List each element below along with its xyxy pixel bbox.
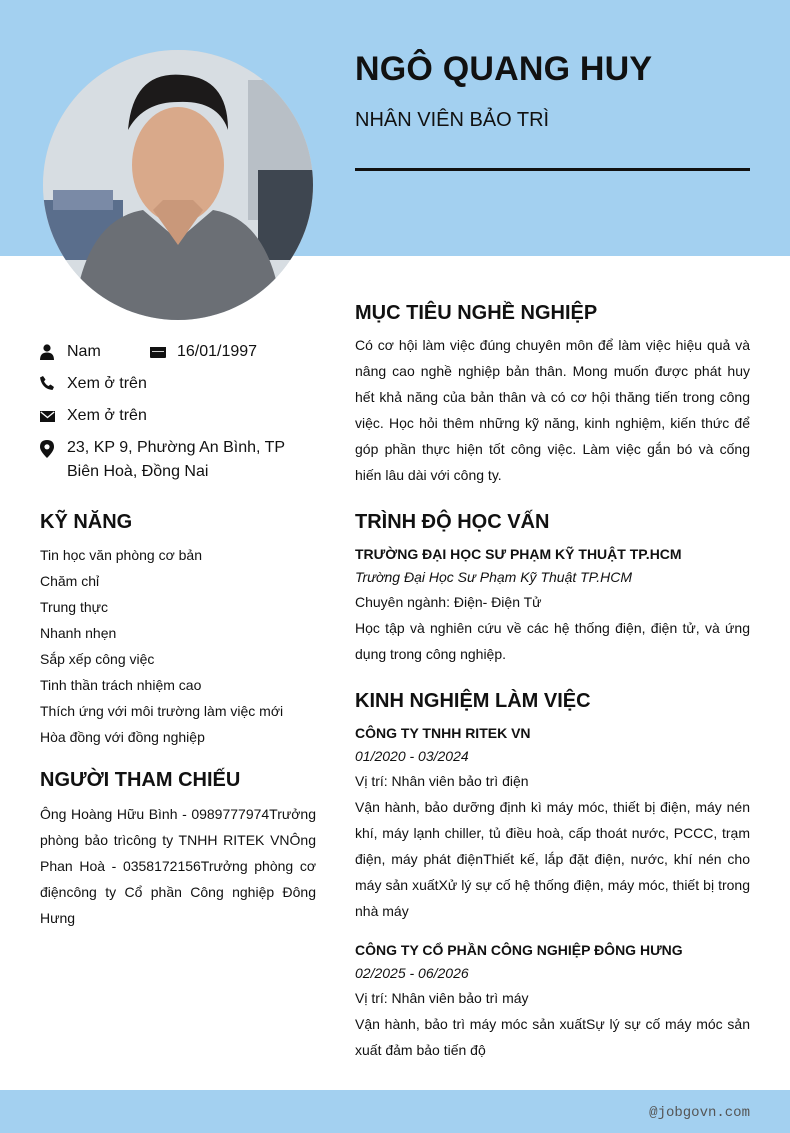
skill-item: Thích ứng với môi trường làm việc mới — [40, 703, 284, 719]
school-name-upper: TRƯỜNG ĐẠI HỌC SƯ PHẠM KỸ THUẬT TP.HCM — [355, 546, 682, 562]
profile-photo — [43, 50, 313, 320]
school-name: Trường Đại Học Sư Phạm Kỹ Thuật TP.HCM — [355, 569, 632, 585]
skill-item: Hòa đồng với đồng nghiệp — [40, 729, 205, 745]
skill-item: Tinh thần trách nhiệm cao — [40, 677, 202, 693]
experience-period: 01/2020 - 03/2024 — [355, 748, 469, 764]
experience-description: Vận hành, bảo dưỡng định kì máy móc, thiết bị điện, máy nén khí, máy lạnh chiller, tủ điều hoà, cấp thoát nước, PCCC, trạm điện, máy phát điệnThiết kế, lắp đặt điện, nước, khí nén cho máy sản xuấtXử lý sự cố hệ thống điện, máy móc, thiết bị trong nhà máy — [355, 799, 750, 919]
references-heading: NGƯỜI THAM CHIẾU — [40, 769, 241, 791]
address-value: 23, KP 9, Phường An Bình, TP Biên Hoà, Đồng Nai — [67, 439, 285, 480]
skill-item: Tin học văn phòng cơ bản — [40, 547, 202, 563]
address-row — [40, 436, 316, 486]
calendar-icon — [150, 344, 164, 360]
candidate-name: NGÔ QUANG HUY — [355, 50, 653, 88]
experience-heading: KINH NGHIỆM LÀM VIỆC — [355, 690, 591, 712]
experience-position: Vị trí: Nhân viên bảo trì điện — [355, 773, 529, 789]
email-value: Xem ở trên — [67, 407, 147, 424]
footer-watermark: @jobgovn.com — [649, 1105, 750, 1121]
references-text: Ông Hoàng Hữu Bình - 0989777974Trưởng phòng bảo trìcông ty TNHH RITEK VNÔng Phan Hoà - 0358172156Trưởng phòng cơ điệncông ty Cổ phần Công nghiệp Đông Hưng — [40, 806, 316, 926]
location-pin-icon — [40, 440, 54, 456]
phone-icon — [40, 376, 54, 392]
birthdate-row — [150, 340, 290, 364]
title-divider — [355, 168, 750, 171]
experience-position: Vị trí: Nhân viên bảo trì máy — [355, 990, 529, 1006]
skills-heading: KỸ NĂNG — [40, 511, 133, 533]
experience-period: 02/2025 - 06/2026 — [355, 965, 469, 981]
person-icon — [40, 344, 54, 360]
birthdate-value: 16/01/1997 — [177, 343, 258, 360]
envelope-icon — [40, 408, 54, 424]
objective-text: Có cơ hội làm việc đúng chuyên môn để làm việc hiệu quả và nâng cao nghề nghiệp bản thân. Mong muốn được phát huy hết khả năng của bản thân và có cơ hội thăng tiến trong công việc. Học hỏi thêm những kỹ năng, kinh nghiệm, kiến thức để góp phần thực hiện tốt công việc. Làm việc gắn bó và cống hiến lâu dài với công ty. — [355, 337, 750, 483]
skill-item: Sắp xếp công việc — [40, 651, 155, 667]
email-row — [40, 404, 316, 428]
skill-item: Chăm chỉ — [40, 573, 100, 589]
experience-company: CÔNG TY TNHH RITEK VN — [355, 725, 531, 741]
phone-value: Xem ở trên — [67, 375, 147, 392]
objective-heading: MỤC TIÊU NGHỀ NGHIỆP — [355, 302, 598, 324]
job-title: NHÂN VIÊN BẢO TRÌ — [355, 109, 550, 131]
education-heading: TRÌNH ĐỘ HỌC VẤN — [355, 511, 550, 533]
gender-value: Nam — [67, 343, 101, 360]
skill-item: Nhanh nhẹn — [40, 625, 117, 641]
skill-item: Trung thực — [40, 599, 108, 615]
education-major: Chuyên ngành: Điện- Điện Tử — [355, 594, 542, 610]
education-description: Học tập và nghiên cứu về các hệ thống điện, điện tử, và ứng dụng trong công nghiệp. — [355, 620, 750, 662]
phone-row — [40, 372, 316, 396]
experience-description: Vận hành, bảo trì máy móc sản xuấtSự lý sự cố máy móc sản xuất đảm bảo tiến độ — [355, 1016, 750, 1058]
experience-company: CÔNG TY CỔ PHẦN CÔNG NGHIỆP ĐÔNG HƯNG — [355, 942, 683, 958]
gender-row — [40, 340, 150, 364]
